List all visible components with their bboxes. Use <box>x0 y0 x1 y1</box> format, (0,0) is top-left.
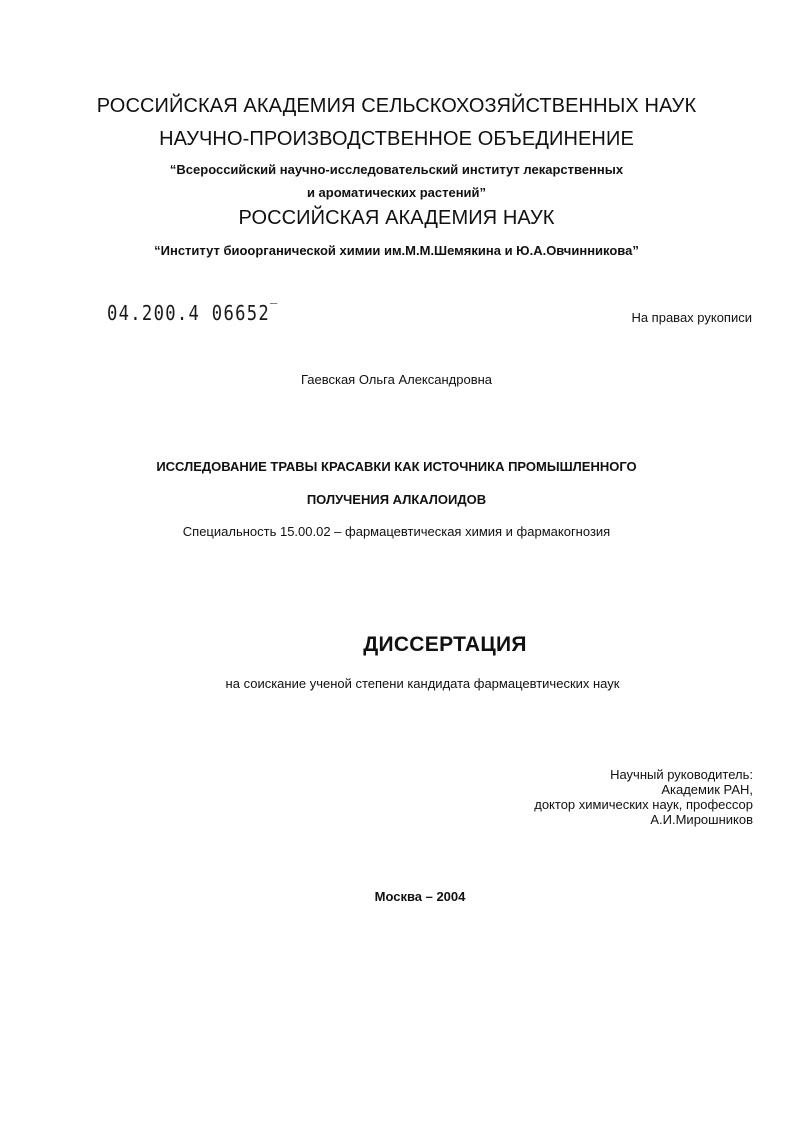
place-and-year: Москва – 2004 <box>374 889 466 904</box>
stamp-dash-mark: ‾ <box>270 302 279 318</box>
manuscript-rights-note: На правах рукописи <box>631 310 752 325</box>
supervisor-rank: Академик РАН, <box>661 782 753 797</box>
org-institute-line2: и ароматических растений” <box>306 185 487 200</box>
org-npo: НАУЧНО-ПРОИЗВОДСТВЕННОЕ ОБЪЕДИНЕНИЕ <box>159 128 634 150</box>
specialty-line: Специальность 15.00.02 – фармацевтическая химия и фармакогнозия <box>182 524 611 539</box>
org-bioorganic-institute: “Институт биоорганической химии им.М.М.Шемякина и Ю.А.Овчинникова” <box>154 243 639 258</box>
org-institute-line1: “Всероссийский научно-исследовательский институт лекарственных <box>169 162 624 177</box>
org-academy-sciences: РОССИЙСКАЯ АКАДЕМИЯ НАУК <box>238 207 555 229</box>
org-academy-agri: РОССИЙСКАЯ АКАДЕМИЯ СЕЛЬСКОХОЗЯЙСТВЕННЫХ НАУК <box>96 95 697 117</box>
dissertation-heading: ДИССЕРТАЦИЯ <box>363 633 527 656</box>
stamp-digits: 04.200.4 06652 <box>107 301 271 325</box>
thesis-title-line1: ИССЛЕДОВАНИЕ ТРАВЫ КРАСАВКИ КАК ИСТОЧНИКА ПРОМЫШЛЕННОГО <box>156 459 637 474</box>
library-stamp-number <box>107 301 279 325</box>
degree-purpose-line: на соискание ученой степени кандидата фармацевтических наук <box>225 676 620 691</box>
author-name: Гаевская Ольга Александровна <box>300 372 493 387</box>
supervisor-name: А.И.Мирошников <box>650 812 753 827</box>
supervisor-role: Научный руководитель: <box>610 767 753 782</box>
supervisor-block <box>534 767 753 827</box>
thesis-title-line2: ПОЛУЧЕНИЯ АЛКАЛОИДОВ <box>306 492 487 507</box>
supervisor-degree: доктор химических наук, профессор <box>534 797 753 812</box>
